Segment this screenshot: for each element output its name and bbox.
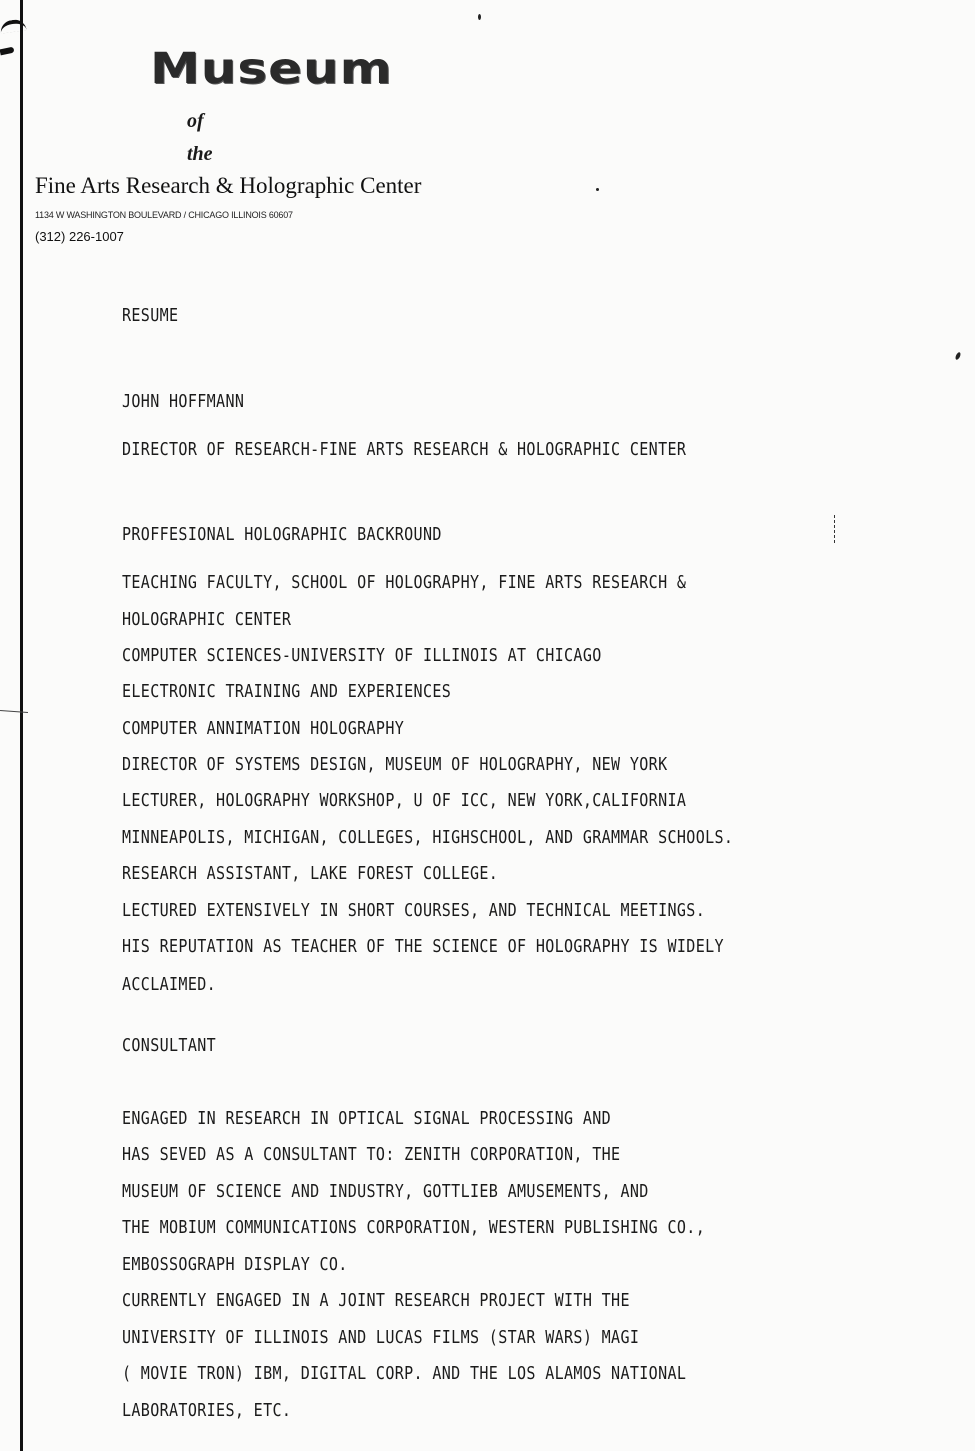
background-line: HIS REPUTATION AS TEACHER OF THE SCIENCE OF HOLOGRAPHY IS WIDELY	[122, 937, 724, 957]
consultant-line: EMBOSSOGRAPH DISPLAY CO.	[122, 1255, 348, 1275]
address: 1134 W WASHINGTON BOULEVARD / CHICAGO ILLINOIS 60607	[35, 210, 293, 220]
consultant-line: ( MOVIE TRON) IBM, DIGITAL CORP. AND THE LOS ALAMOS NATIONAL	[122, 1364, 687, 1384]
consultant-line: ENGAGED IN RESEARCH IN OPTICAL SIGNAL PROCESSING AND	[122, 1109, 612, 1129]
speck	[596, 188, 599, 191]
background-line: MINNEAPOLIS, MICHIGAN, COLLEGES, HIGHSCHOOL, AND GRAMMAR SCHOOLS.	[122, 828, 734, 848]
background-line: LECTURED EXTENSIVELY IN SHORT COURSES, AND TECHNICAL MEETINGS.	[122, 901, 706, 921]
background-line: COMPUTER ANNIMATION HOLOGRAPHY	[122, 719, 405, 739]
background-line: HOLOGRAPHIC CENTER	[122, 610, 292, 630]
pen-mark	[0, 47, 14, 56]
section-heading-consultant: CONSULTANT	[122, 1036, 217, 1056]
resume-title: RESUME	[122, 306, 179, 326]
consultant-line: THE MOBIUM COMMUNICATIONS CORPORATION, WESTERN PUBLISHING CO.,	[122, 1218, 706, 1238]
person-name: JOHN HOFFMANN	[122, 392, 245, 412]
background-line: TEACHING FACULTY, SCHOOL OF HOLOGRAPHY, FINE ARTS RESEARCH &	[122, 573, 687, 593]
speck	[954, 352, 961, 361]
logo-of: of	[187, 110, 204, 132]
speck	[478, 14, 481, 20]
center-name: Fine Arts Research & Holographic Center	[35, 173, 422, 198]
background-line: DIRECTOR OF SYSTEMS DESIGN, MUSEUM OF HOLOGRAPHY, NEW YORK	[122, 755, 668, 775]
background-line: ELECTRONIC TRAINING AND EXPERIENCES	[122, 682, 452, 702]
logo-the: the	[187, 143, 213, 165]
background-line: RESEARCH ASSISTANT, LAKE FOREST COLLEGE.	[122, 864, 499, 884]
pen-mark	[0, 710, 28, 713]
consultant-line: LABORATORIES, ETC.	[122, 1401, 292, 1421]
background-line: LECTURER, HOLOGRAPHY WORKSHOP, U OF ICC, NEW YORK,CALIFORNIA	[122, 791, 687, 811]
phone-number: (312) 226-1007	[35, 229, 124, 244]
consultant-line: UNIVERSITY OF ILLINOIS AND LUCAS FILMS (STAR WARS) MAGI	[122, 1328, 640, 1348]
background-line: COMPUTER SCIENCES-UNIVERSITY OF ILLINOIS AT CHICAGO	[122, 646, 602, 666]
consultant-line: CURRENTLY ENGAGED IN A JOINT RESEARCH PROJECT WITH THE	[122, 1291, 630, 1311]
consultant-line: HAS SEVED AS A CONSULTANT TO: ZENITH CORPORATION, THE	[122, 1145, 621, 1165]
consultant-line: MUSEUM OF SCIENCE AND INDUSTRY, GOTTLIEB AMUSEMENTS, AND	[122, 1182, 649, 1202]
section-heading-background: PROFFESIONAL HOLOGRAPHIC BACKROUND	[122, 525, 442, 545]
margin-line	[20, 0, 23, 1451]
position-title: DIRECTOR OF RESEARCH-FINE ARTS RESEARCH & HOLOGRAPHIC CENTER	[122, 440, 687, 460]
background-line: ACCLAIMED.	[122, 975, 217, 995]
museum-logo: Museum	[150, 44, 393, 94]
dashed-mark	[834, 515, 836, 543]
